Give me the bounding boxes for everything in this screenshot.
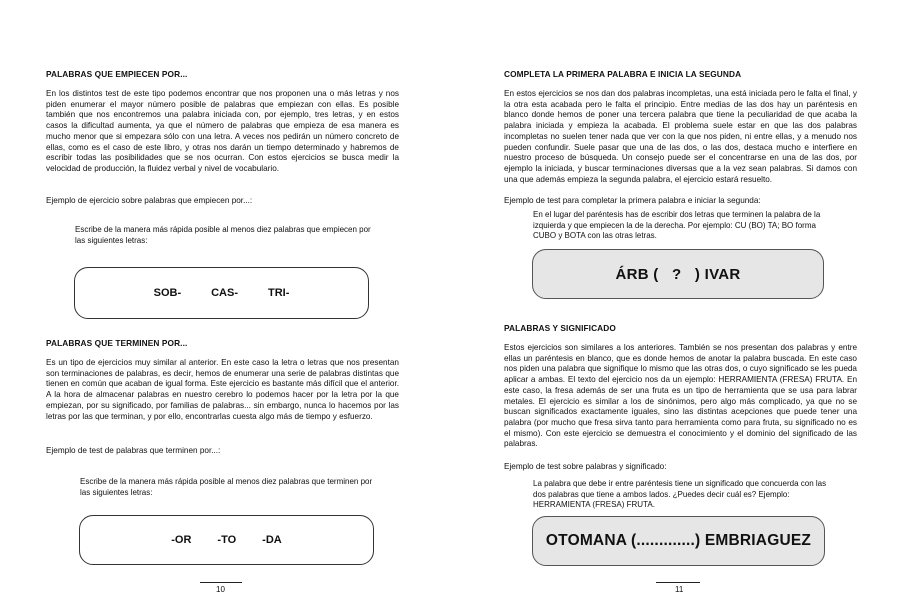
suffix-list bbox=[171, 534, 281, 546]
left-page bbox=[0, 0, 452, 608]
page-number: 11 bbox=[675, 585, 684, 594]
instruction-begin-with: Escribe de la manera más rápida posible al menos diez palabras que empiecen por las siguientes letras: bbox=[75, 225, 371, 245]
suffix-item: -DA bbox=[262, 534, 282, 546]
suffix-item: -OR bbox=[171, 534, 192, 546]
example-label-end-with: Ejemplo de test de palabras que terminen por...: bbox=[46, 446, 221, 455]
page-number-rule bbox=[200, 582, 242, 583]
page-number-rule bbox=[656, 582, 700, 583]
instruction-complete-word: En el lugar del paréntesis has de escribir dos letras que terminen la palabra de la izquierda y que empiecen la de la derecha. Por ejemplo: CU (BO) TA; BO forma CUBO y BOTA con las otras letras. bbox=[533, 210, 821, 240]
section-body-meaning: Estos ejercicios son similares a los anteriores. También se nos presentan dos palabras y entre ellas un paréntesis en blanco, que es donde hemos de anotar la palabra buscada. En este caso nos piden una palabra que signifique lo mismo que las otras dos, o cuyo significado se les pueda aplicar a ambas. El texto del ejercicio nos da un ejemplo: HERRAMIENTA (FRESA) FRUTA. En este caso, la fresa además de ser una fruta es un tipo de herramienta que se usa para labrar metales. El ejercicio es similar a los de sinónimos, pero algo más complicado, ya que no se buscan significados exactamente iguales, sino las distintas acepciones que puede tener una palabra (por mucho que fresa sirva tanto para herramienta como para fruta, su significado no es el mismo). Con este ejercicio se demuestra el conocimiento y el dominio del significado de las palabras. bbox=[504, 343, 857, 449]
puzzle-text: ÁRB ( ? ) IVAR bbox=[615, 265, 741, 283]
section-body-end-with: Es un tipo de ejercicios muy similar al anterior. En este caso la letra o letras que nos presentan son terminaciones de palabras, es decir, hemos de enumerar una serie de palabras distintas que tienen en común que acaban de igual forma. Este ejercicio es bastante más difícil que el anterior. A la hora de almacenar palabras en nuestro cerebro lo podemos hacer por la letra por la que empiezan, por su significado, por familias de palabras... sin embargo, nunca lo hacemos por las letras por las que terminan, y por ello, encontrarlas cuesta algo más de tiempo y esfuerzo. bbox=[46, 358, 399, 421]
puzzle-box-complete-word bbox=[532, 249, 824, 299]
puzzle-box-meaning bbox=[532, 516, 825, 566]
example-label-begin-with: Ejemplo de ejercicio sobre palabras que empiecen por...: bbox=[46, 196, 253, 205]
right-page bbox=[452, 0, 905, 608]
instruction-meaning: La palabra que debe ir entre paréntesis tiene un significado que concuerda con las dos palabras que tiene a ambos lados. ¿Puedes decir cuál es? Ejemplo: HERRAMIENTA (FRESA) FRUTA. bbox=[533, 479, 827, 509]
puzzle-text: OTOMANA (.............) EMBRIAGUEZ bbox=[545, 532, 812, 549]
prefix-item: SOB- bbox=[153, 287, 182, 299]
section-heading-meaning: PALABRAS Y SIGNIFICADO bbox=[504, 323, 616, 333]
example-label-meaning: Ejemplo de test sobre palabras y significado: bbox=[504, 462, 667, 471]
section-heading-begin-with: PALABRAS QUE EMPIECEN POR... bbox=[46, 69, 188, 79]
example-label-complete-word: Ejemplo de test para completar la primera palabra e iniciar la segunda: bbox=[504, 196, 761, 205]
section-body-complete-word: En estos ejercicios se nos dan dos palabras incompletas, una está iniciada pero le falta el final, y la otra esta acabada pero le falta el principio. Entre medias de las dos hay un paréntesis en blanco donde hemos de poner una tercera palabra que tiene la peculiaridad de que acaba la palabra iniciada y empieza la acabada. El problema suele estar en que las dos palabras incompletas no suelen tener nada que ver con la que nos piden, ni entre ellas, y a menudo nos pueden confundir. Suele pasar que una de las dos, o las dos, destaca mucho e interfiere en nuestro proceso de búsqueda. Un consejo puede ser el concentrarse en una de las dos, por ejemplo la iniciada, y buscar terminaciones diversas que a la vez sean palabras. Si damos con una que además empieza la segunda palabra, el ejercicio estará resuelto. bbox=[504, 89, 857, 184]
prefix-list bbox=[154, 287, 290, 299]
section-body-begin-with: En los distintos test de este tipo podemos encontrar que nos proponen una o más letras y nos piden enumerar el mayor número posible de palabras que empiezan con ellas. Es posible también que nos encontremos una palabra iniciada con, por ejemplo, tres letras, y en estos casos la dificultad aumenta, ya que el número de palabras que empieza de esa manera es mucho menor que si empezara sólo con una letra. A veces nos pedirán un número concreto de ellas, como es el caso de este libro, y otras nos darán un tiempo determinado y habremos de escribir todas las posibilidades que se nos ocurran. Con estos ejercicios se busca medir la velocidad de producción, la fluidez verbal y nivel de vocabulario. bbox=[46, 89, 399, 173]
prefix-item: CAS- bbox=[211, 287, 238, 299]
suffix-item: -TO bbox=[217, 534, 237, 546]
section-heading-end-with: PALABRAS QUE TERMINEN POR... bbox=[46, 338, 188, 348]
instruction-end-with: Escribe de la manera más rápida posible al menos diez palabras que terminen por las siguientes letras: bbox=[80, 477, 373, 497]
page-number: 10 bbox=[216, 585, 225, 594]
section-heading-complete-word: COMPLETA LA PRIMERA PALABRA E INICIA LA SEGUNDA bbox=[504, 69, 742, 79]
exercise-box-begin-with bbox=[74, 267, 369, 319]
prefix-item: TRI- bbox=[268, 287, 290, 299]
exercise-box-end-with bbox=[79, 515, 374, 565]
